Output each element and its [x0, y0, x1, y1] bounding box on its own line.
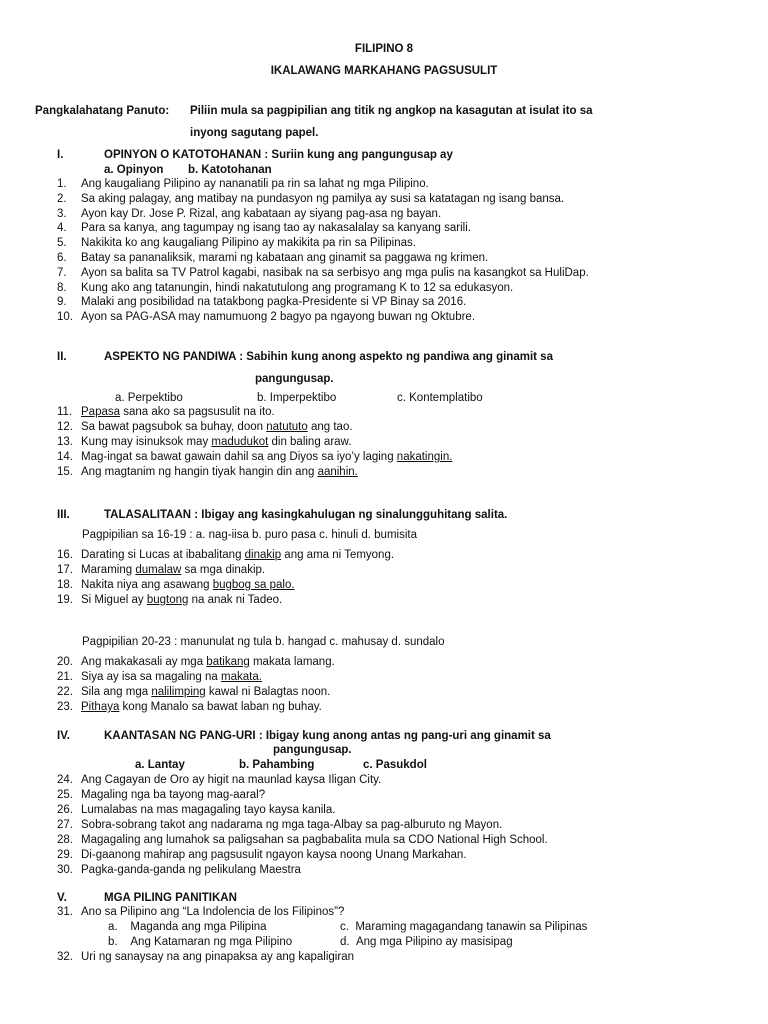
item-number: 26.	[57, 804, 73, 816]
text-segment: Sa bawat pagsubok sa buhay, doon	[81, 421, 267, 433]
text-segment: Pagka-ganda-ganda ng pelikulang Maestra	[81, 864, 301, 876]
item-text	[81, 267, 589, 279]
item-text	[81, 849, 467, 861]
underlined-word: aanihin.	[317, 466, 358, 478]
question-item	[57, 405, 275, 420]
question-item	[57, 863, 301, 878]
text-segment: Maraming	[81, 564, 136, 576]
item-text	[81, 252, 488, 264]
section-roman: III.	[57, 509, 70, 521]
item-number: 3.	[57, 207, 67, 220]
choice-31-b	[108, 935, 292, 950]
underlined-word: nalilimping	[151, 686, 206, 698]
choices-16-19: Pagpipilian sa 16-19 : a. nag-iisa b. puro pasa c. hinuli d. bumisita	[82, 529, 417, 541]
question-item	[57, 685, 330, 700]
choice-text: Ang Katamaran ng mga Pilipino	[130, 936, 293, 948]
item-text	[81, 579, 295, 591]
choice-a: a. Lantay	[135, 759, 185, 771]
text-segment: Sobra-sobrang takot ang nadarama ng mga taga-Albay sa pag-alburuto ng Mayon.	[81, 819, 503, 831]
item-text	[81, 564, 265, 576]
item-text	[81, 178, 429, 190]
instructions-line2: inyong sagutang papel.	[190, 127, 319, 139]
item-number: 29.	[57, 849, 73, 861]
item-number: 18.	[57, 579, 73, 591]
choice-text: Maganda ang mga Pilipina	[130, 921, 267, 933]
text-segment: Lumalabas na mas magagaling tayo kaysa kanila.	[81, 804, 336, 816]
question-item	[57, 281, 513, 296]
item-number: 16.	[57, 549, 73, 561]
question-31	[57, 905, 344, 920]
choice-31-c	[340, 920, 587, 935]
choice-b: b. Pahambing	[239, 759, 315, 771]
text-segment: kawal ni Balagtas noon.	[205, 686, 331, 698]
item-number: 24.	[57, 774, 73, 786]
section-title: TALASALITAAN : Ibigay ang kasingkahulugan ng sinalungguhitang salita.	[104, 509, 508, 521]
instructions-label: Pangkalahatang Panuto:	[35, 105, 170, 117]
underlined-word: madudukot	[211, 436, 269, 448]
item-text	[81, 686, 330, 698]
section-title: KAANTASAN NG PANG-URI : Ibigay kung anong antas ng pang-uri ang ginamit sa	[104, 730, 551, 742]
item-number: 31.	[57, 906, 73, 918]
text-segment: Ayon sa balita sa TV Patrol kagabi, nasibak na sa serbisyo ang mga pulis na kasangkot sa HuliDap.	[81, 266, 589, 279]
item-number: 7.	[57, 266, 67, 279]
section-roman: V.	[57, 892, 67, 904]
item-text	[81, 222, 471, 234]
item-text	[81, 296, 466, 308]
item-number: 30.	[57, 864, 73, 876]
text-segment: Di-gaanong mahirap ang pagsusulit ngayon kaysa noong Unang Markahan.	[81, 849, 467, 861]
section-roman: I.	[57, 149, 64, 161]
text-segment: Kung ako ang tatanungin, hindi nakatutulong ang programang K to 12 sa edukasyon.	[81, 281, 514, 294]
item-text	[81, 451, 452, 463]
section-title-cont: pangungusap.	[273, 744, 352, 756]
choice-a: a. Perpektibo	[115, 392, 183, 404]
item-text	[81, 193, 564, 205]
text-segment: Ang makakasali ay mga	[81, 656, 207, 668]
question-32	[57, 950, 354, 965]
item-text	[81, 804, 335, 816]
choice-b: b. Imperpektibo	[257, 392, 337, 404]
section-title: OPINYON O KATOTOHANAN : Suriin kung ang pangungusap ay	[104, 149, 453, 161]
text-segment: Nakita niya ang asawang	[81, 579, 213, 591]
question-item	[57, 848, 467, 863]
choice-b: b. Katotohanan	[188, 164, 272, 176]
item-number: 10.	[57, 311, 73, 324]
item-number: 25.	[57, 789, 73, 801]
item-number: 12.	[57, 421, 73, 433]
item-text	[81, 237, 416, 249]
underlined-word: makata.	[221, 671, 262, 683]
item-number: 23.	[57, 701, 73, 713]
text-segment: Ang magtanim ng hangin tiyak hangin din ang	[81, 466, 318, 478]
text-segment: Si Miguel ay	[81, 594, 147, 606]
text-segment: Magagaling ang lumahok sa paligsahan sa pagbabalita mula sa CDO National High School.	[81, 834, 548, 846]
item-number: 32.	[57, 951, 73, 963]
text-segment: Magaling nga ba tayong mag-aaral?	[81, 789, 266, 801]
instructions-line1: Piliin mula sa pagpipilian ang titik ng angkop na kasagutan at isulat ito sa	[190, 105, 593, 117]
choice-letter: d.	[340, 936, 350, 948]
item-number: 19.	[57, 594, 73, 606]
item-number: 11.	[57, 406, 73, 418]
choice-c: c. Kontemplatibo	[397, 392, 483, 404]
text-segment: Ayon kay Dr. Jose P. Rizal, ang kabataan ay siyang pag-asa ng bayan.	[81, 207, 442, 220]
question-item	[57, 435, 351, 450]
section-roman: IV.	[57, 730, 71, 742]
exam-title: IKALAWANG MARKAHANG PAGSUSULIT	[270, 65, 498, 77]
item-text	[81, 594, 282, 606]
text-segment: Kung may isinuksok may	[81, 436, 212, 448]
question-item	[57, 420, 353, 435]
text-segment: Para sa kanya, ang tagumpay ng isang tao ay nakasalalay sa kanyang sarili.	[81, 222, 471, 235]
item-number: 22.	[57, 686, 73, 698]
question-item	[57, 192, 564, 207]
text-segment: Ang Cagayan de Oro ay higit na maunlad kaysa Iligan City.	[81, 774, 382, 786]
item-number: 6.	[57, 252, 67, 264]
item-text	[81, 208, 441, 220]
subject-heading: FILIPINO 8	[354, 43, 414, 55]
choice-letter: b.	[108, 936, 118, 948]
underlined-word: batikang	[206, 656, 250, 668]
item-number: 14.	[57, 451, 73, 463]
text-segment: Ayon sa PAG-ASA may namumuong 2 bagyo pa ngayong buwan ng Oktubre.	[81, 311, 476, 324]
item-number: 5.	[57, 237, 67, 250]
item-number: 9.	[57, 296, 67, 309]
item-text	[81, 406, 275, 418]
text-segment: din baling araw.	[268, 436, 352, 448]
item-text	[81, 834, 548, 846]
item-text	[81, 549, 394, 561]
item-number: 1.	[57, 178, 67, 190]
underlined-word: bugbog sa palo.	[212, 579, 295, 591]
text-segment: Sila ang mga	[81, 686, 152, 698]
text-segment: makata lamang.	[249, 656, 335, 668]
choice-letter: a.	[108, 921, 118, 933]
underlined-word: dumalaw	[135, 564, 182, 576]
choice-a: a. Opinyon	[104, 164, 164, 176]
underlined-word: Pithaya	[81, 701, 120, 713]
question-item	[57, 266, 589, 281]
question-item	[57, 818, 502, 833]
item-number: 27.	[57, 819, 73, 831]
section-roman: II.	[57, 351, 67, 363]
text-segment: Sa aking palagay, ang matibay na pundasyon ng pamilya ay susi sa katatagan ng isang bansa.	[81, 192, 565, 205]
underlined-word: bugtong	[146, 594, 189, 606]
text-segment: Mag-ingat sa bawat gawain dahil sa ang Diyos sa iyo’y laging	[81, 451, 397, 463]
text-segment: Ang kaugaliang Pilipino ay nananatili pa rin sa lahat ng mga Pilipino.	[81, 178, 429, 190]
text-segment: Nakikita ko ang kaugaliang Pilipino ay makikita pa rin sa Pilipinas.	[81, 237, 416, 250]
question-item	[57, 578, 295, 593]
text-segment: kong Manalo sa bawat laban ng buhay.	[119, 701, 322, 713]
item-number: 8.	[57, 281, 67, 294]
underlined-word: natututo	[266, 421, 308, 433]
item-number: 28.	[57, 834, 73, 846]
underlined-word: dinakip	[244, 549, 282, 561]
item-text	[81, 421, 353, 433]
question-item	[57, 655, 335, 670]
question-item	[57, 251, 488, 266]
underlined-word: nakatingin.	[396, 451, 453, 463]
question-item	[57, 295, 466, 310]
question-item	[57, 563, 265, 578]
question-item	[57, 670, 262, 685]
question-item	[57, 803, 335, 818]
text-segment: Siya ay isa sa magaling na	[81, 671, 221, 683]
choice-c: c. Pasukdol	[363, 759, 427, 771]
item-text	[81, 671, 262, 683]
choice-text: Maraming magagandang tanawin sa Pilipinas	[355, 921, 588, 933]
question-item	[57, 833, 548, 848]
question-item	[57, 593, 282, 608]
underlined-word: Papasa	[81, 406, 121, 418]
item-text	[81, 311, 475, 323]
item-text	[81, 701, 322, 713]
question-item	[57, 310, 475, 325]
text-segment: sana ako sa pagsusulit na ito.	[120, 406, 275, 418]
question-item	[57, 177, 429, 192]
item-text	[81, 282, 513, 294]
question-item	[57, 207, 441, 222]
item-number: 4.	[57, 222, 67, 235]
choice-text: Ang mga Pilipino ay masisipag	[355, 936, 513, 948]
question-item	[57, 700, 322, 715]
section-title-cont: pangungusap.	[255, 373, 334, 385]
text-segment: Batay sa pananaliksik, marami ng kabataan ang ginamit sa paggawa ng krimen.	[81, 252, 489, 264]
choices-20-23: Pagpipilian 20-23 : manunulat ng tula b. hangad c. mahusay d. sundalo	[82, 636, 445, 648]
section-title: ASPEKTO NG PANDIWA : Sabihin kung anong aspekto ng pandiwa ang ginamit sa	[104, 351, 553, 363]
section-title: MGA PILING PANITIKAN	[104, 892, 237, 904]
item-text	[81, 789, 265, 801]
text-segment: Darating si Lucas at ibabalitang	[81, 549, 245, 561]
item-text	[81, 436, 351, 448]
item-number: 17.	[57, 564, 73, 576]
text-segment: na anak ni Tadeo.	[188, 594, 283, 606]
text-segment: sa mga dinakip.	[181, 564, 266, 576]
question-item	[57, 548, 394, 563]
item-number: 13.	[57, 436, 73, 448]
item-text: Uri ng sanaysay na ang pinapaksa ay ang kapaligiran	[81, 951, 354, 963]
item-number: 20.	[57, 656, 73, 668]
item-text	[81, 864, 301, 876]
question-item	[57, 450, 452, 465]
item-text	[81, 466, 358, 478]
item-number: 2.	[57, 192, 67, 205]
choice-letter: c.	[340, 921, 349, 933]
text-segment: ang tao.	[307, 421, 353, 433]
question-item	[57, 788, 265, 803]
item-text	[81, 656, 335, 668]
item-number: 15.	[57, 466, 73, 478]
item-number: 21.	[57, 671, 73, 683]
choice-31-a	[108, 920, 267, 935]
question-item	[57, 465, 358, 480]
question-item	[57, 773, 381, 788]
choice-31-d	[340, 935, 513, 950]
question-item	[57, 236, 416, 251]
item-text	[81, 774, 381, 786]
question-item	[57, 221, 471, 236]
text-segment: Malaki ang posibilidad na tatakbong pagka-Presidente si VP Binay sa 2016.	[81, 296, 467, 309]
text-segment: ang ama ni Temyong.	[281, 549, 395, 561]
item-text	[81, 819, 502, 831]
item-text: Ano sa Pilipino ang “La Indolencia de los Filipinos”?	[81, 906, 345, 918]
